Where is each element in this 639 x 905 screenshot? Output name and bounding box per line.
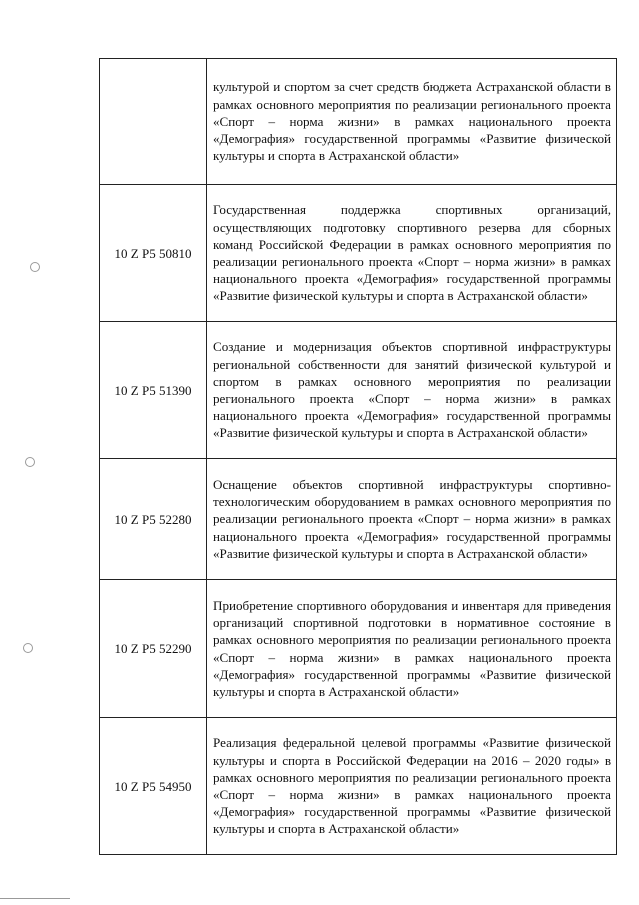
punch-hole-middle xyxy=(25,457,35,467)
expense-description-cell: Реализация федеральной целевой программы «Развитие физической культуры и спорта в Российской Федерации на 2016 – 2020 годы» в рамках основного мероприятия по реализации регионального проекта «Спорт – норма жизни» в рамках национального проекта «Демография» государственной программы «Развитие физической культуры и спорта в Астраханской области» xyxy=(207,718,617,855)
table-row xyxy=(100,718,617,855)
budget-code-cell xyxy=(100,59,207,185)
table-row xyxy=(100,459,617,580)
table-row xyxy=(100,580,617,718)
expense-description-cell: Оснащение объектов спортивной инфраструктуры спортивно-технологическим оборудованием в рамках основного мероприятия по реализации регионального проекта «Спорт – норма жизни» в рамках национального проекта «Демография» государственной программы «Развитие физической культуры и спорта в Астраханской области» xyxy=(207,459,617,580)
footer-rule xyxy=(0,898,70,899)
budget-code-cell: 10 Z P5 52280 xyxy=(100,459,207,580)
table-row xyxy=(100,185,617,322)
expense-description-cell: Создание и модернизация объектов спортивной инфраструктуры региональной собственности для занятий физической культурой и спортом в рамках основного мероприятия по реализации регионального проекта «Спорт – норма жизни» в рамках национального проекта «Демография» государственной программы «Развитие физической культуры и спорта в Астраханской области» xyxy=(207,322,617,459)
expense-description-cell: Приобретение спортивного оборудования и инвентаря для приведения организаций спортивной подготовки в нормативное состояние в рамках основного мероприятия по реализации регионального проекта «Спорт – норма жизни» в рамках национального проекта «Демография» государственной программы «Развитие физической культуры и спорта в Астраханской области» xyxy=(207,580,617,718)
table-row xyxy=(100,322,617,459)
budget-code-cell: 10 Z P5 52290 xyxy=(100,580,207,718)
budget-code-cell: 10 Z P5 50810 xyxy=(100,185,207,322)
budget-code-cell: 10 Z P5 54950 xyxy=(100,718,207,855)
budget-code-table xyxy=(99,58,617,855)
expense-description-cell: Государственная поддержка спортивных организаций, осуществляющих подготовку спортивного резерва для сборных команд Российской Федерации в рамках основного мероприятия по реализации регионального проекта «Спорт – норма жизни» в рамках национального проекта «Демография» государственной программы «Развитие физической культуры и спорта в Астраханской области» xyxy=(207,185,617,322)
table-body xyxy=(100,59,617,855)
budget-code-cell: 10 Z P5 51390 xyxy=(100,322,207,459)
punch-hole-top xyxy=(30,262,40,272)
expense-description-cell: культурой и спортом за счет средств бюджета Астраханской области в рамках основного мероприятия по реализации регионального проекта «Спорт – норма жизни» в рамках национального проекта «Демография» государственной программы «Развитие физической культуры и спорта в Астраханской области» xyxy=(207,59,617,185)
table-row xyxy=(100,59,617,185)
punch-hole-bottom xyxy=(23,643,33,653)
